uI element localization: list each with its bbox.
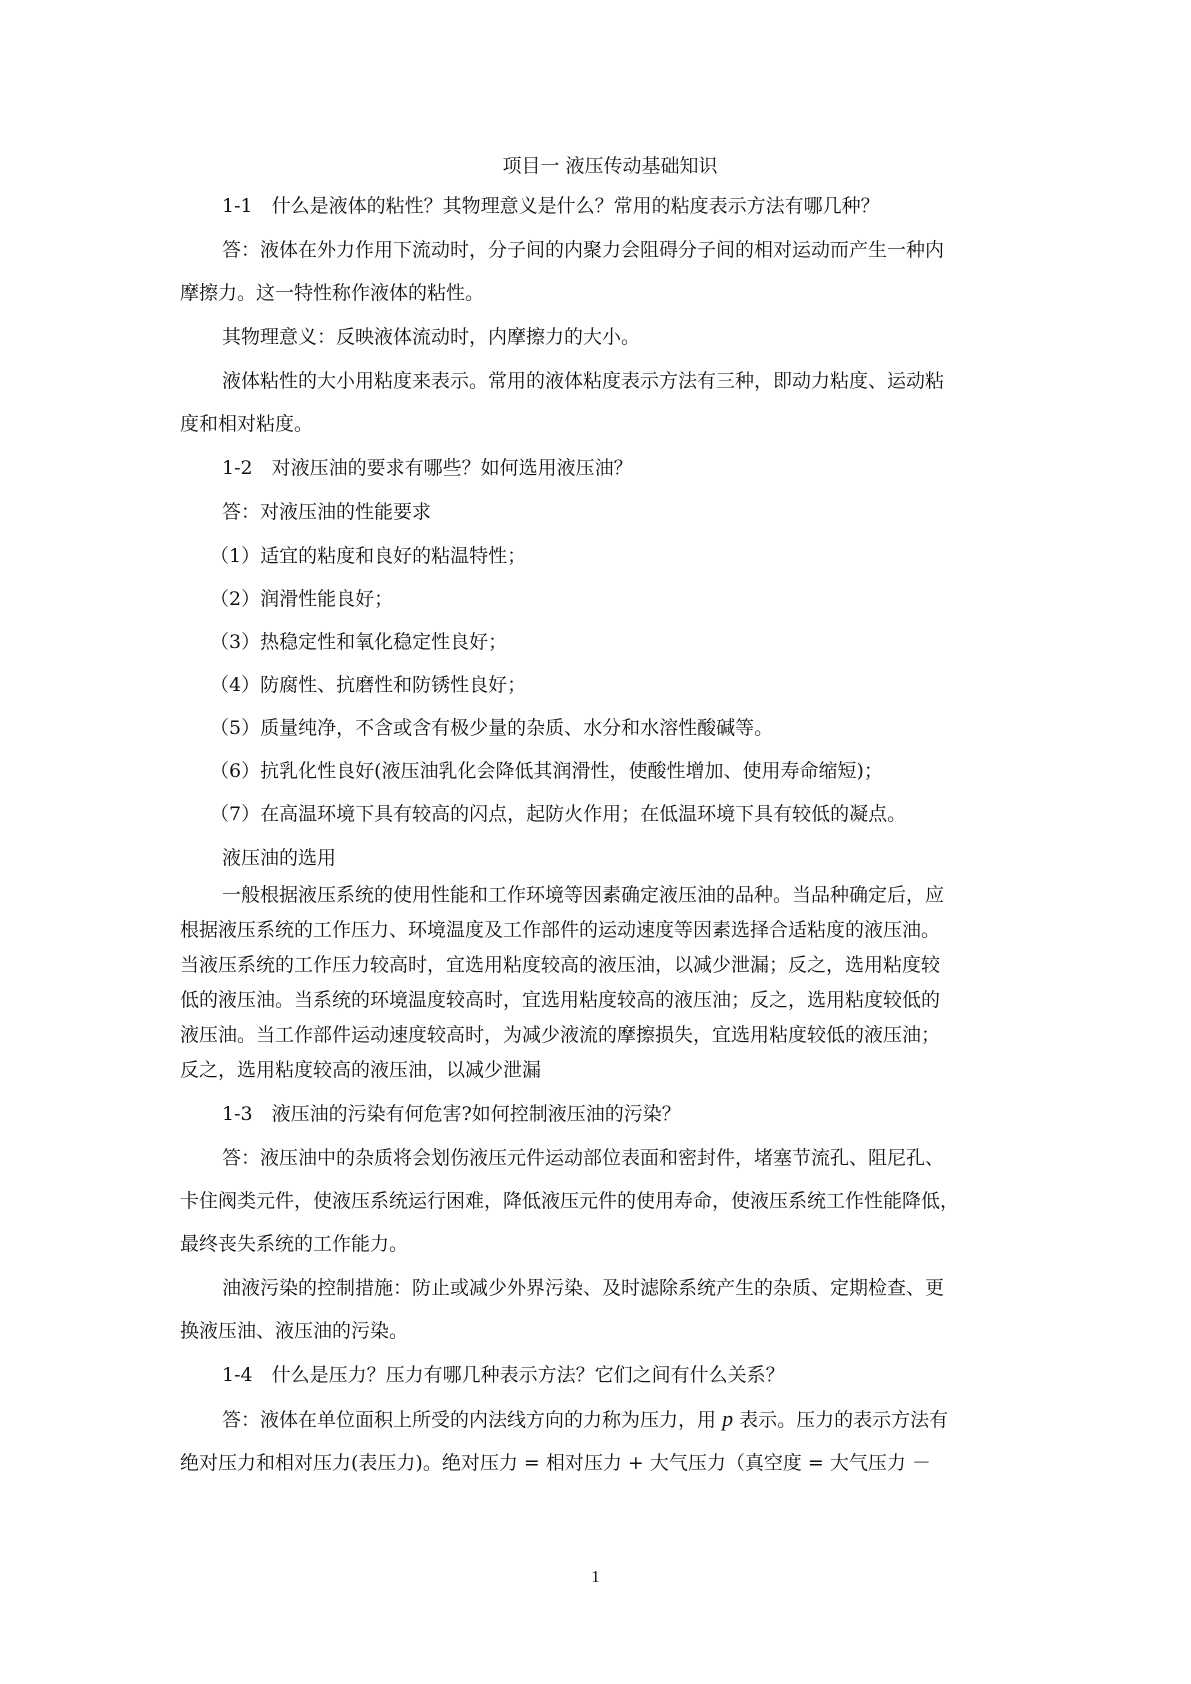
answer-line: 答：液体在外力作用下流动时，分子间的内聚力会阻碍分子间的相对运动而产生一种内 (222, 239, 945, 261)
question-text: 1-2 对液压油的要求有哪些？如何选用液压油？ (222, 457, 633, 479)
paragraph-line: 其物理意义：反映液体流动时，内摩擦力的大小。 (222, 326, 641, 348)
list-item: （1）适宜的粘度和良好的粘温特性； (210, 545, 527, 567)
document-body (180, 153, 1020, 1494)
answer-line: 卡住阀类元件，使液压系统运行困难，降低液压元件的使用寿命，使液压系统工作性能降低， (180, 1190, 960, 1212)
pollution-control (180, 1275, 1020, 1344)
paragraph-line: 换液压油、液压油的污染。 (180, 1320, 409, 1342)
answer-1-4 (180, 1406, 1020, 1476)
answer-1-3 (180, 1145, 1020, 1257)
paragraph-line: 根据液压系统的工作压力、环境温度及工作部件的运动速度等因素选择合适粘度的液压油。 (180, 919, 941, 941)
question-text: 1-4 什么是压力？压力有哪几种表示方法？它们之间有什么关系？ (222, 1364, 785, 1386)
question-text: 1-3 液压油的污染有何危害?如何控制液压油的污染？ (222, 1103, 681, 1125)
viscosity-methods (180, 368, 1020, 437)
answer-1-1 (180, 237, 1020, 306)
question-text: 1-1 什么是液体的粘性？其物理意义是什么？常用的粘度表示方法有哪几种？ (222, 195, 880, 217)
list-item: （3）热稳定性和氧化稳定性良好； (210, 631, 508, 653)
selection-paragraph (180, 882, 1020, 1083)
list-item: （5）质量纯净，不含或含有极少量的杂质、水分和水溶性酸碱等。 (210, 717, 774, 739)
question-1-1 (180, 193, 1020, 219)
paragraph-line: 液体粘性的大小用粘度来表示。常用的液体粘度表示方法有三种，即动力粘度、运动粘 (222, 370, 945, 392)
answer-text: 表示。压力的表示方法有 (739, 1409, 949, 1431)
paragraph-line: 一般根据液压系统的使用性能和工作环境等因素确定液压油的品种。当品种确定后，应 (222, 884, 945, 906)
paragraph-line: 答：对液压油的性能要求 (222, 501, 432, 523)
answer-line: 绝对压力和相对压力(表压力)。绝对压力 = 相对压力 + 大气压力（真空度 = 大气压力 － (180, 1452, 931, 1474)
paragraph-line: 油液污染的控制措施：防止或减少外界污染、及时滤除系统产生的杂质、定期检查、更 (222, 1277, 945, 1299)
answer-line (180, 1406, 1020, 1433)
section-heading: 液压油的选用 (222, 847, 337, 869)
answer-1-2-intro (180, 499, 1020, 525)
page-number: 1 (591, 1567, 600, 1586)
question-1-3 (180, 1101, 1020, 1127)
answer-line: 答：液压油中的杂质将会划伤液压元件运动部位表面和密封件，堵塞节流孔、阻尼孔、 (222, 1147, 945, 1169)
selection-heading (180, 845, 1020, 871)
list-item: （4）防腐性、抗磨性和防锈性良好； (210, 674, 527, 696)
physical-meaning (180, 324, 1020, 350)
requirements-list (180, 543, 1020, 827)
paragraph-line: 反之，选用粘度较高的液压油，以减少泄漏 (180, 1059, 542, 1081)
list-item: （7）在高温环境下具有较高的闪点，起防火作用；在低温环境下具有较低的凝点。 (210, 803, 907, 825)
paragraph-line: 低的液压油。当系统的环境温度较高时，宜选用粘度较高的液压油；反之，选用粘度较低的 (180, 989, 941, 1011)
answer-text: 答：液体在单位面积上所受的内法线方向的力称为压力，用 (222, 1409, 717, 1431)
question-1-2 (180, 455, 1020, 481)
question-1-4 (180, 1362, 1020, 1388)
paragraph-line: 度和相对粘度。 (180, 413, 314, 435)
list-item: （2）润滑性能良好； (210, 588, 394, 610)
paragraph-line: 液压油。当工作部件运动速度较高时，为减少液流的摩擦损失，宜选用粘度较低的液压油； (180, 1024, 941, 1046)
pressure-symbol: p (722, 1406, 734, 1431)
list-item: （6）抗乳化性良好(液压油乳化会降低其润滑性，使酸性增加、使用寿命缩短)； (210, 760, 883, 782)
answer-line: 最终丧失系统的工作能力。 (180, 1233, 409, 1255)
page-title: 项目一 液压传动基础知识 (502, 155, 718, 177)
paragraph-line: 当液压系统的工作压力较高时，宜选用粘度较高的液压油，以减少泄漏；反之，选用粘度较 (180, 954, 941, 976)
answer-line: 摩擦力。这一特性称作液体的粘性。 (180, 282, 485, 304)
